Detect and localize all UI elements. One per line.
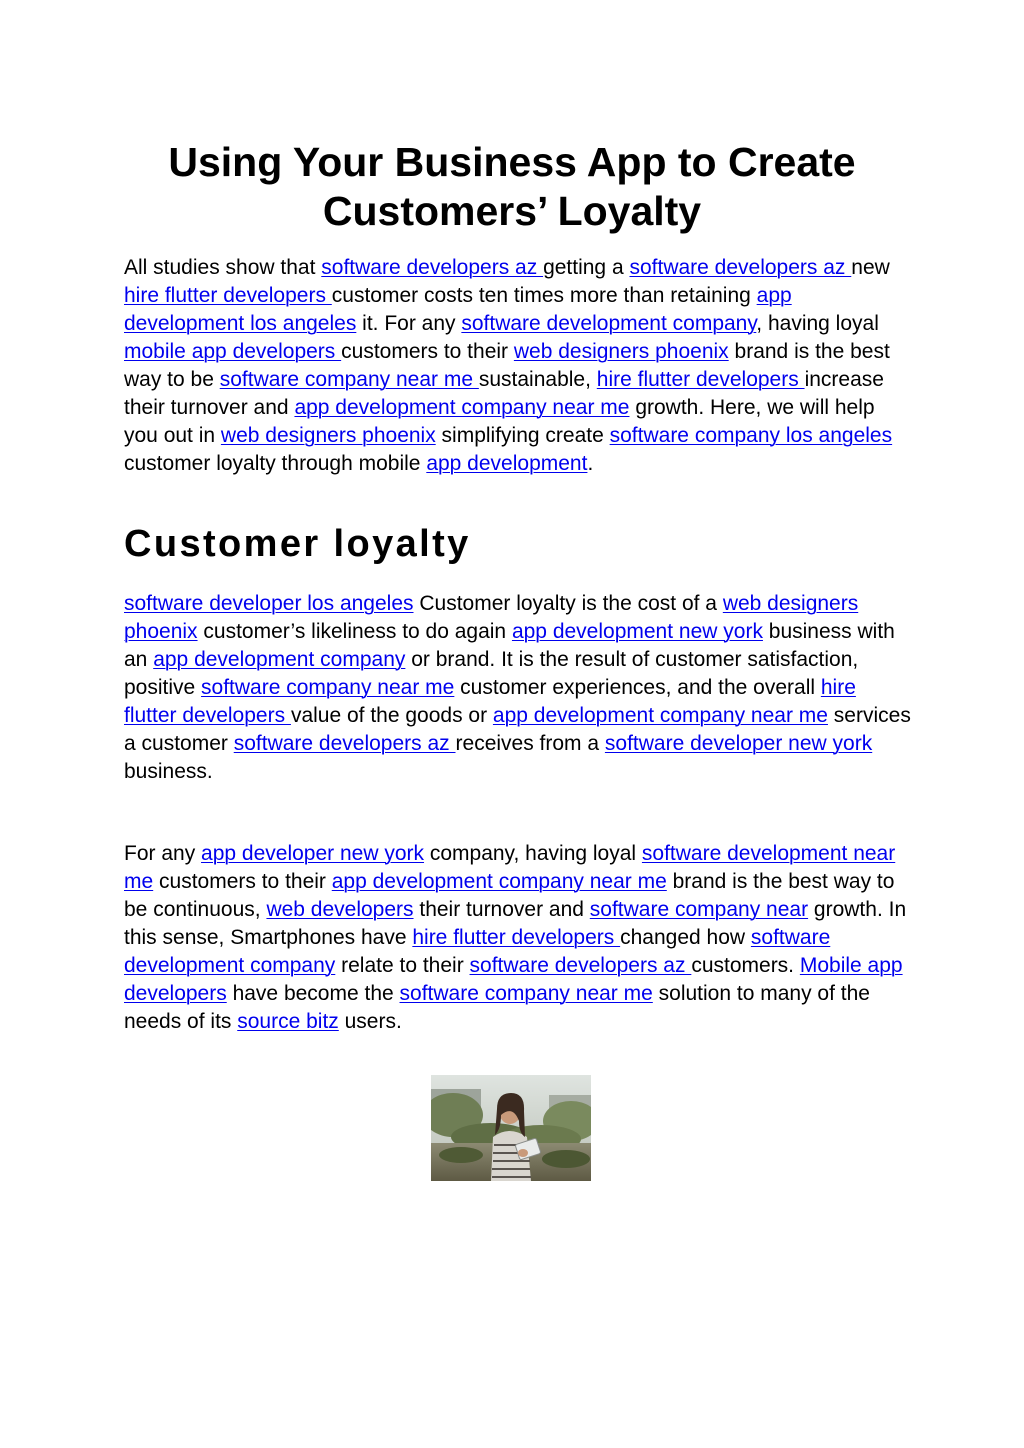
inline-link[interactable]: app development company near me — [331, 870, 667, 893]
inline-link[interactable]: hire flutter developers — [596, 368, 805, 391]
paragraph-text: customer’s likeliness to do again — [197, 620, 512, 643]
section-paragraph-1 — [124, 590, 914, 786]
paragraph-text: brand is the best way to be — [124, 340, 890, 391]
inline-link[interactable]: web developers — [266, 898, 414, 921]
paragraph-text: customer costs ten times more than retaining — [331, 284, 757, 307]
inline-link[interactable]: source bitz — [237, 1010, 339, 1033]
inline-link[interactable]: app development company near me — [294, 396, 630, 419]
inline-link[interactable]: app development new york — [511, 620, 763, 643]
inline-link[interactable]: software developers az — [629, 256, 852, 279]
inline-link[interactable]: web designers phoenix — [513, 340, 729, 363]
intro-paragraph — [124, 254, 914, 478]
paragraph-text: brand is the best way to be continuous, — [124, 870, 895, 921]
page-title: Using Your Business App to Create Customers’ Loyalty — [168, 139, 856, 234]
inline-link[interactable]: software company near me — [219, 368, 479, 391]
inline-link[interactable]: web designers phoenix — [220, 424, 436, 447]
inline-link[interactable]: app development company near me — [492, 704, 828, 727]
paragraph-text: users. — [338, 1010, 402, 1033]
inline-link[interactable]: app development — [426, 452, 588, 475]
inline-link[interactable]: app development los angeles — [124, 284, 792, 335]
paragraph-text: growth. In this sense, Smartphones have — [124, 898, 907, 949]
inline-link[interactable]: software development near me — [124, 842, 896, 893]
paragraph-text: . — [587, 452, 594, 475]
inline-link[interactable]: software development company — [461, 312, 757, 335]
section-heading: Customer loyalty — [124, 523, 471, 565]
inline-link[interactable]: hire flutter developers — [124, 284, 332, 307]
paragraph-text: customer loyalty through mobile — [124, 452, 427, 475]
paragraph-text: For any — [124, 842, 202, 865]
inline-link[interactable]: hire flutter developers — [124, 676, 856, 727]
inline-link[interactable]: web designers phoenix — [124, 592, 859, 643]
woman-with-tablet-photo — [431, 1075, 591, 1181]
paragraph-text: value of the goods or — [290, 704, 493, 727]
paragraph-text: customer experiences, and the overall — [454, 676, 821, 699]
paragraph-text: services a customer — [124, 704, 911, 755]
inline-link[interactable]: software company los angeles — [609, 424, 893, 447]
inline-link[interactable]: hire flutter developers — [412, 926, 621, 949]
inline-link[interactable]: software company near — [589, 898, 809, 921]
inline-link[interactable]: software company near me — [399, 982, 653, 1005]
paragraph-text: receives from a — [455, 732, 605, 755]
paragraph-text: or brand. It is the result of customer satisfaction, positive — [124, 648, 859, 699]
section-paragraph-2 — [124, 840, 914, 1036]
inline-link[interactable]: app developer new york — [201, 842, 425, 865]
paragraph-text: Customer loyalty is the cost of a — [413, 592, 723, 615]
paragraph-text: All studies show that — [124, 256, 322, 279]
paragraph-text: solution to many of the needs of its — [124, 982, 870, 1033]
paragraph-text: customers to their — [341, 340, 514, 363]
paragraph-text: getting a — [543, 256, 630, 279]
paragraph-text: growth. Here, we will help you out in — [124, 396, 875, 447]
paragraph-text: simplifying create — [435, 424, 610, 447]
paragraph-text: , having loyal — [756, 312, 879, 335]
inline-link[interactable]: software developer new york — [604, 732, 873, 755]
inline-link[interactable]: software developer los angeles — [124, 592, 414, 615]
inline-link[interactable]: software developers az — [469, 954, 692, 977]
paragraph-text: changed how — [620, 926, 751, 949]
paragraph-text: customers. — [691, 954, 800, 977]
paragraph-text: business with an — [124, 620, 895, 671]
paragraph-text: sustainable, — [478, 368, 597, 391]
paragraph-text: their turnover and — [413, 898, 590, 921]
inline-link[interactable]: software company near me — [201, 676, 455, 699]
paragraph-text: customers to their — [153, 870, 332, 893]
paragraph-text: have become the — [226, 982, 400, 1005]
inline-link[interactable]: software developers az — [321, 256, 544, 279]
paragraph-text: business. — [124, 760, 213, 783]
paragraph-text: new — [851, 256, 890, 279]
inline-link[interactable]: Mobile app developers — [124, 954, 903, 1005]
paragraph-text: it. For any — [356, 312, 462, 335]
inline-link[interactable]: app development company — [153, 648, 406, 671]
inline-link[interactable]: software developers az — [233, 732, 456, 755]
paragraph-text: relate to their — [335, 954, 470, 977]
inline-link[interactable]: software development company — [124, 926, 831, 977]
paragraph-text: company, having loyal — [424, 842, 642, 865]
inline-link[interactable]: mobile app developers — [124, 340, 342, 363]
paragraph-text: increase their turnover and — [124, 368, 884, 419]
